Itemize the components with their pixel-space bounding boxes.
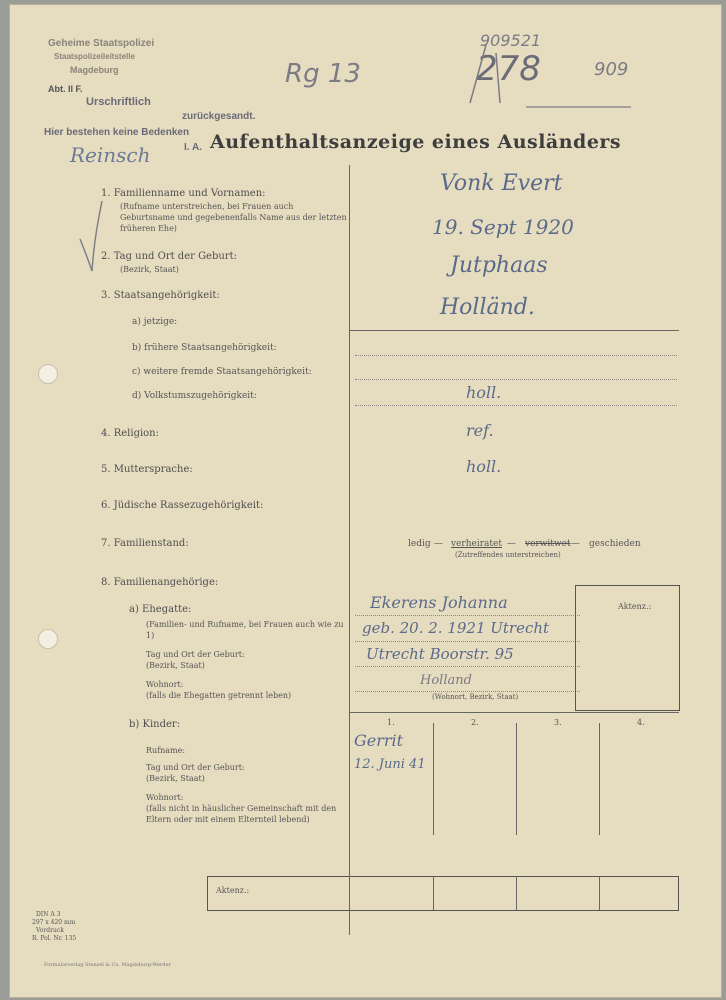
form-code-4: R. Pol. Nr. 135 xyxy=(32,935,77,942)
child-col-4: 4. xyxy=(637,718,645,727)
label-child-residence: Wohnort: xyxy=(146,793,184,802)
sublabel-birth: (Bezirk, Staat) xyxy=(120,265,179,274)
child-col-3: 3. xyxy=(554,718,562,727)
punch-hole-top xyxy=(38,364,58,384)
spouse-footer: (Wohnort, Bezirk, Staat) xyxy=(432,693,519,701)
marital-dash-2: — xyxy=(507,539,516,549)
label-marital: 7. Familienstand: xyxy=(101,538,189,549)
sublabel-child-residence: (falls nicht in häuslicher Gemeinschaft mit den Eltern oder mit einem Elternteil lebend) xyxy=(146,804,337,824)
form-code-1: DIN A 3 xyxy=(36,911,61,918)
children-col-4 xyxy=(599,723,600,835)
value-spouse-name: Ekerens Johanna xyxy=(370,593,508,612)
dotline-spouse-2 xyxy=(355,641,580,642)
footer-aktenz-label: Aktenz.: xyxy=(216,886,250,895)
file-number-underline xyxy=(466,23,636,109)
children-col-3 xyxy=(516,723,517,835)
label-citizenship-current: a) jetzige: xyxy=(132,317,178,327)
label-family: 8. Familienangehörige: xyxy=(101,577,219,588)
label-child-birth: Tag und Ort der Geburt: xyxy=(146,763,245,772)
footer-col-2 xyxy=(433,876,434,910)
printer-imprint: Formularverlag Stenzel & Co. Magdeburg-Werder xyxy=(44,962,171,968)
value-spouse-country: Holland xyxy=(420,673,472,688)
child-col-1: 1. xyxy=(387,718,395,727)
value-spouse-residence: Utrecht Boorstr. 95 xyxy=(366,645,514,663)
dept-stamp: Abt. II F. xyxy=(48,84,83,94)
marital-verwitwet: verwitwet xyxy=(525,539,571,549)
file-number-top: 909521 xyxy=(480,31,542,50)
value-citizenship: Holländ. xyxy=(440,295,535,320)
form-code-2: 297 x 420 mm xyxy=(32,919,76,926)
no-concerns-stamp: Hier bestehen keine Bedenken xyxy=(44,127,190,138)
footer-col-4 xyxy=(599,876,600,910)
sublabel-family-name: (Rufname unterstreichen, bei Frauen auch Geburtsname und gegebenenfalls Name aus der letzten früheren Ehe) xyxy=(120,202,347,233)
label-citizenship-former: b) frühere Staatsangehörigkeit: xyxy=(132,343,277,353)
value-child1-birth: 12. Juni 41 xyxy=(354,757,426,772)
ia-stamp: I. A. xyxy=(184,142,202,153)
footer-col-3 xyxy=(516,876,517,910)
marital-geschieden: geschieden xyxy=(589,539,641,549)
dotline-1 xyxy=(355,355,677,356)
dotline-spouse-1 xyxy=(355,615,580,616)
footer-aktenz-row xyxy=(207,876,679,911)
value-birth-place: Jutphaas xyxy=(450,253,548,278)
signature: Reinsch xyxy=(70,143,151,167)
dotline-spouse-3 xyxy=(355,666,580,667)
label-religion: 4. Religion: xyxy=(101,428,159,439)
value-ethnicity: holl. xyxy=(466,383,502,402)
file-number-suffix: 909 xyxy=(594,59,629,80)
value-religion: ref. xyxy=(466,421,494,440)
dotline-3 xyxy=(355,405,677,406)
sublabel-spouse: (Familien- und Rufname, bei Frauen auch wie zu 1) xyxy=(146,620,344,640)
marital-verheiratet: verheiratet xyxy=(451,539,502,549)
sublabel-spouse-residence: (falls die Ehegatten getrennt leben) xyxy=(146,691,292,700)
label-birth: 2. Tag und Ort der Geburt: xyxy=(101,251,237,262)
label-language: 5. Muttersprache: xyxy=(101,464,193,475)
label-child-name: Rufname: xyxy=(146,746,186,755)
footer-col-1 xyxy=(349,876,350,910)
marital-dash-1: — xyxy=(434,539,443,549)
value-name: Vonk Evert xyxy=(440,171,563,196)
file-number-main: 278 xyxy=(476,49,541,89)
value-spouse-birth: geb. 20. 2. 1921 Utrecht xyxy=(362,619,550,637)
office-stamp-line3: Magdeburg xyxy=(70,65,119,75)
label-jewish: 6. Jüdische Rassezugehörigkeit: xyxy=(101,500,264,511)
original-stamp: Urschriftlich xyxy=(86,96,151,108)
rg-annotation: Rg 13 xyxy=(285,59,361,89)
children-col-2 xyxy=(433,723,434,835)
marital-ledig: ledig xyxy=(408,539,431,549)
office-stamp-line1: Geheime Staatspolizei xyxy=(48,38,155,49)
label-citizenship-other: c) weitere fremde Staatsangehörigkeit: xyxy=(132,367,312,377)
label-children: b) Kinder: xyxy=(129,719,181,730)
value-language: holl. xyxy=(466,457,502,476)
marital-hint: (Zutreffendes unterstreichen) xyxy=(455,551,561,559)
rule-name-block xyxy=(349,330,679,331)
label-spouse: a) Ehegatte: xyxy=(129,604,192,615)
label-citizenship: 3. Staatsangehörigkeit: xyxy=(101,290,220,301)
label-spouse-birth: Tag und Ort der Geburt: xyxy=(146,650,245,659)
form-title: Aufenthaltsanzeige eines Ausländers xyxy=(210,131,622,153)
form-code-3: Vordruck xyxy=(36,927,64,934)
office-stamp-line2: Staatspolizeileitstelle xyxy=(54,52,135,61)
value-child1-name: Gerrit xyxy=(354,731,404,750)
children-grid-top xyxy=(349,712,679,713)
value-birth-date: 19. Sept 1920 xyxy=(432,215,574,239)
aktenz-box-label: Aktenz.: xyxy=(618,602,652,611)
sublabel-child-birth: (Bezirk, Staat) xyxy=(146,774,205,783)
punch-hole-bottom xyxy=(38,629,58,649)
marital-dash-3: — xyxy=(571,539,580,549)
check-mark xyxy=(76,199,106,275)
label-spouse-residence: Wohnort: xyxy=(146,680,184,689)
returned-stamp: zurückgesandt. xyxy=(182,111,256,122)
label-ethnicity: d) Volkstumszugehörigkeit: xyxy=(132,391,257,401)
dotline-2 xyxy=(355,379,677,380)
child-col-2: 2. xyxy=(471,718,479,727)
sublabel-spouse-birth: (Bezirk, Staat) xyxy=(146,661,205,670)
form-sheet xyxy=(9,4,722,998)
column-divider xyxy=(349,165,350,935)
label-family-name: 1. Familienname und Vornamen: xyxy=(101,188,266,199)
